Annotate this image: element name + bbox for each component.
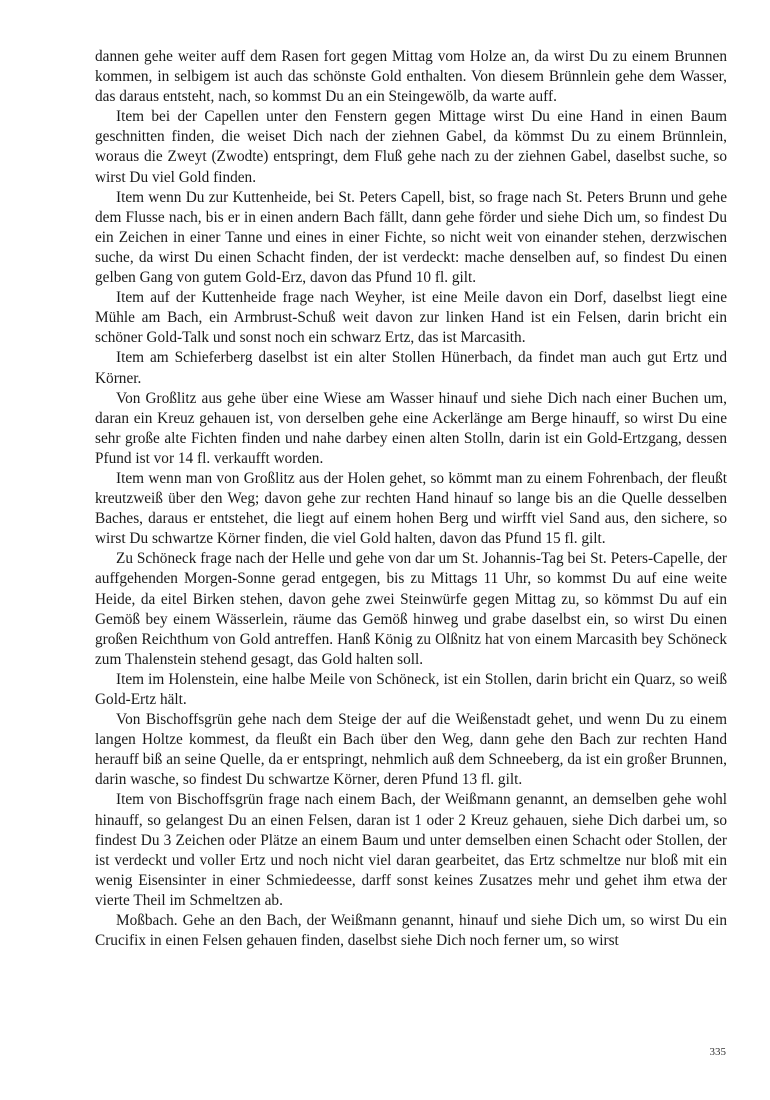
paragraph-10: Von Bischoffsgrün gehe nach dem Steige der auf die Weißenstadt gehet, und wenn Du zu einem langen Holtze kommest, da fleußt ein Bach über den Weg, dann gehe den Bach zur rechten Hand herauff biß an seine Quelle, da er entspringt, nehmlich auß dem Schneeberg, da ist ein großer Brunnen, darin wasche, so findest Du schwartze Körner, deren Pfund 13 fl. gilt. (95, 711, 727, 789)
document-body (95, 47, 727, 951)
paragraph-2: Item bei der Capellen unter den Fenstern gegen Mittage wirst Du eine Hand in einen Baum geschnitten finden, die weiset Dich nach der ziehnen Gabel, da kömmst Du zu einem Brünnlein, woraus die Zweyt (Zwodte) entspringt, dem Fluß gehe nach zu der ziehnen Gabel, daselbst suche, so wirst Du viel Gold finden. (95, 108, 727, 186)
page-number: 335 (709, 1046, 726, 1058)
paragraph-9: Item im Holenstein, eine halbe Meile von Schöneck, ist ein Stollen, darin bricht ein Quarz, so weiß Gold-Ertz hält. (95, 670, 727, 708)
paragraph-8: Zu Schöneck frage nach der Helle und gehe von dar um St. Johannis-Tag bei St. Peters-Capelle, der auffgehenden Morgen-Sonne gerad entgegen, bis zu Mittags 11 Uhr, so kommst Du auf eine weite Heide, da eitel Birken stehen, davon gehe zwei Steinwürfe gegen Mittag zu, so kömmst Du auf ein Gemöß bey einem Wässerlein, räume das Gemöß hinweg und grabe daselbst ein, so wirst Du einen großen Reichthum von Gold antreffen. Hanß König zu Olßnitz hat von einem Marcasith bey Schöneck zum Thalenstein stehend gesagt, das Gold halten soll. (95, 550, 727, 668)
paragraph-4: Item auf der Kuttenheide frage nach Weyher, ist eine Meile davon ein Dorf, daselbst liegt eine Mühle am Bach, ein Armbrust-Schuß weit davon zur linken Hand ist ein Felsen, darin bricht ein schöner Gold-Talk und sonst noch ein schwarz Ertz, das ist Marcasith. (95, 289, 727, 347)
paragraph-6: Von Großlitz aus gehe über eine Wiese am Wasser hinauf und siehe Dich nach einer Buchen um, daran ein Kreuz gehauen ist, von derselben gehe eine Ackerlänge am Berge hinauff, so wirst Du eine sehr große alte Fichten finden und nahe darbey einen alten Stolln, darin ist ein Gold-Ertzgang, dessen Pfund ist vor 14 fl. verkaufft worden. (95, 389, 727, 467)
paragraph-12: Moßbach. Gehe an den Bach, der Weißmann genannt, hinauf und siehe Dich um, so wirst Du ein Crucifix in einen Felsen gehauen finden, daselbst siehe Dich noch ferner um, so wirst (95, 912, 727, 950)
paragraph-5: Item am Schieferberg daselbst ist ein alter Stollen Hünerbach, da findet man auch gut Ertz und Körner. (95, 349, 727, 387)
paragraph-11: Item von Bischoffsgrün frage nach einem Bach, der Weißmann genannt, an demselben gehe wohl hinauff, so gelangest Du an einen Felsen, daran ist 1 oder 2 Kreuz gehauen, siehe Dich darbei um, so findest Du 3 Zeichen oder Plätze an einem Baum und unter demselben einen Schacht oder Stollen, der ist verdeckt und voller Ertz und noch nicht viel daran gearbeitet, das Ertz schmeltze nur bloß mit ein wenig Eisensinter in einer Schmiedeesse, darff sonst keines Zusatzes mehr und gehet ihm etwa der vierte Theil im Schmeltzen ab. (95, 791, 727, 909)
paragraph-3: Item wenn Du zur Kuttenheide, bei St. Peters Capell, bist, so frage nach St. Peters Brunn und gehe dem Flusse nach, bis er in einen andern Bach fällt, dann gehe förder und siehe Dich um, so findest Du ein Zeichen in einer Tanne und eines in einer Fichte, so nicht weit von einander stehen, derzwischen suche, da wirst Du einen Schacht finden, der ist verdeckt: mache denselben auf, so findest Du einen gelben Gang von gutem Gold-Erz, davon das Pfund 10 fl. gilt. (95, 188, 727, 287)
paragraph-7: Item wenn man von Großlitz aus der Holen gehet, so kömmt man zu einem Fohrenbach, der fleußt kreutzweiß über den Weg; davon gehe zur rechten Hand hinauf so lange bis an die Quelle desselben Baches, daraus er entstehet, die liegt auf einem hohen Berg und wirfft viel Sand aus, den sichere, so wirst Du schwartze Körner finden, die viel Gold halten, davon das Pfund 15 fl. gilt. (95, 469, 727, 548)
paragraph-1: dannen gehe weiter auff dem Rasen fort gegen Mittag vom Holze an, da wirst Du zu einem Brunnen kommen, in selbigem ist auch das schönste Gold enthalten. Von diesem Brünnlein gehe dem Wasser, das daraus entsteht, nach, so kommst Du an ein Steingewölb, da warte auff. (95, 48, 727, 106)
